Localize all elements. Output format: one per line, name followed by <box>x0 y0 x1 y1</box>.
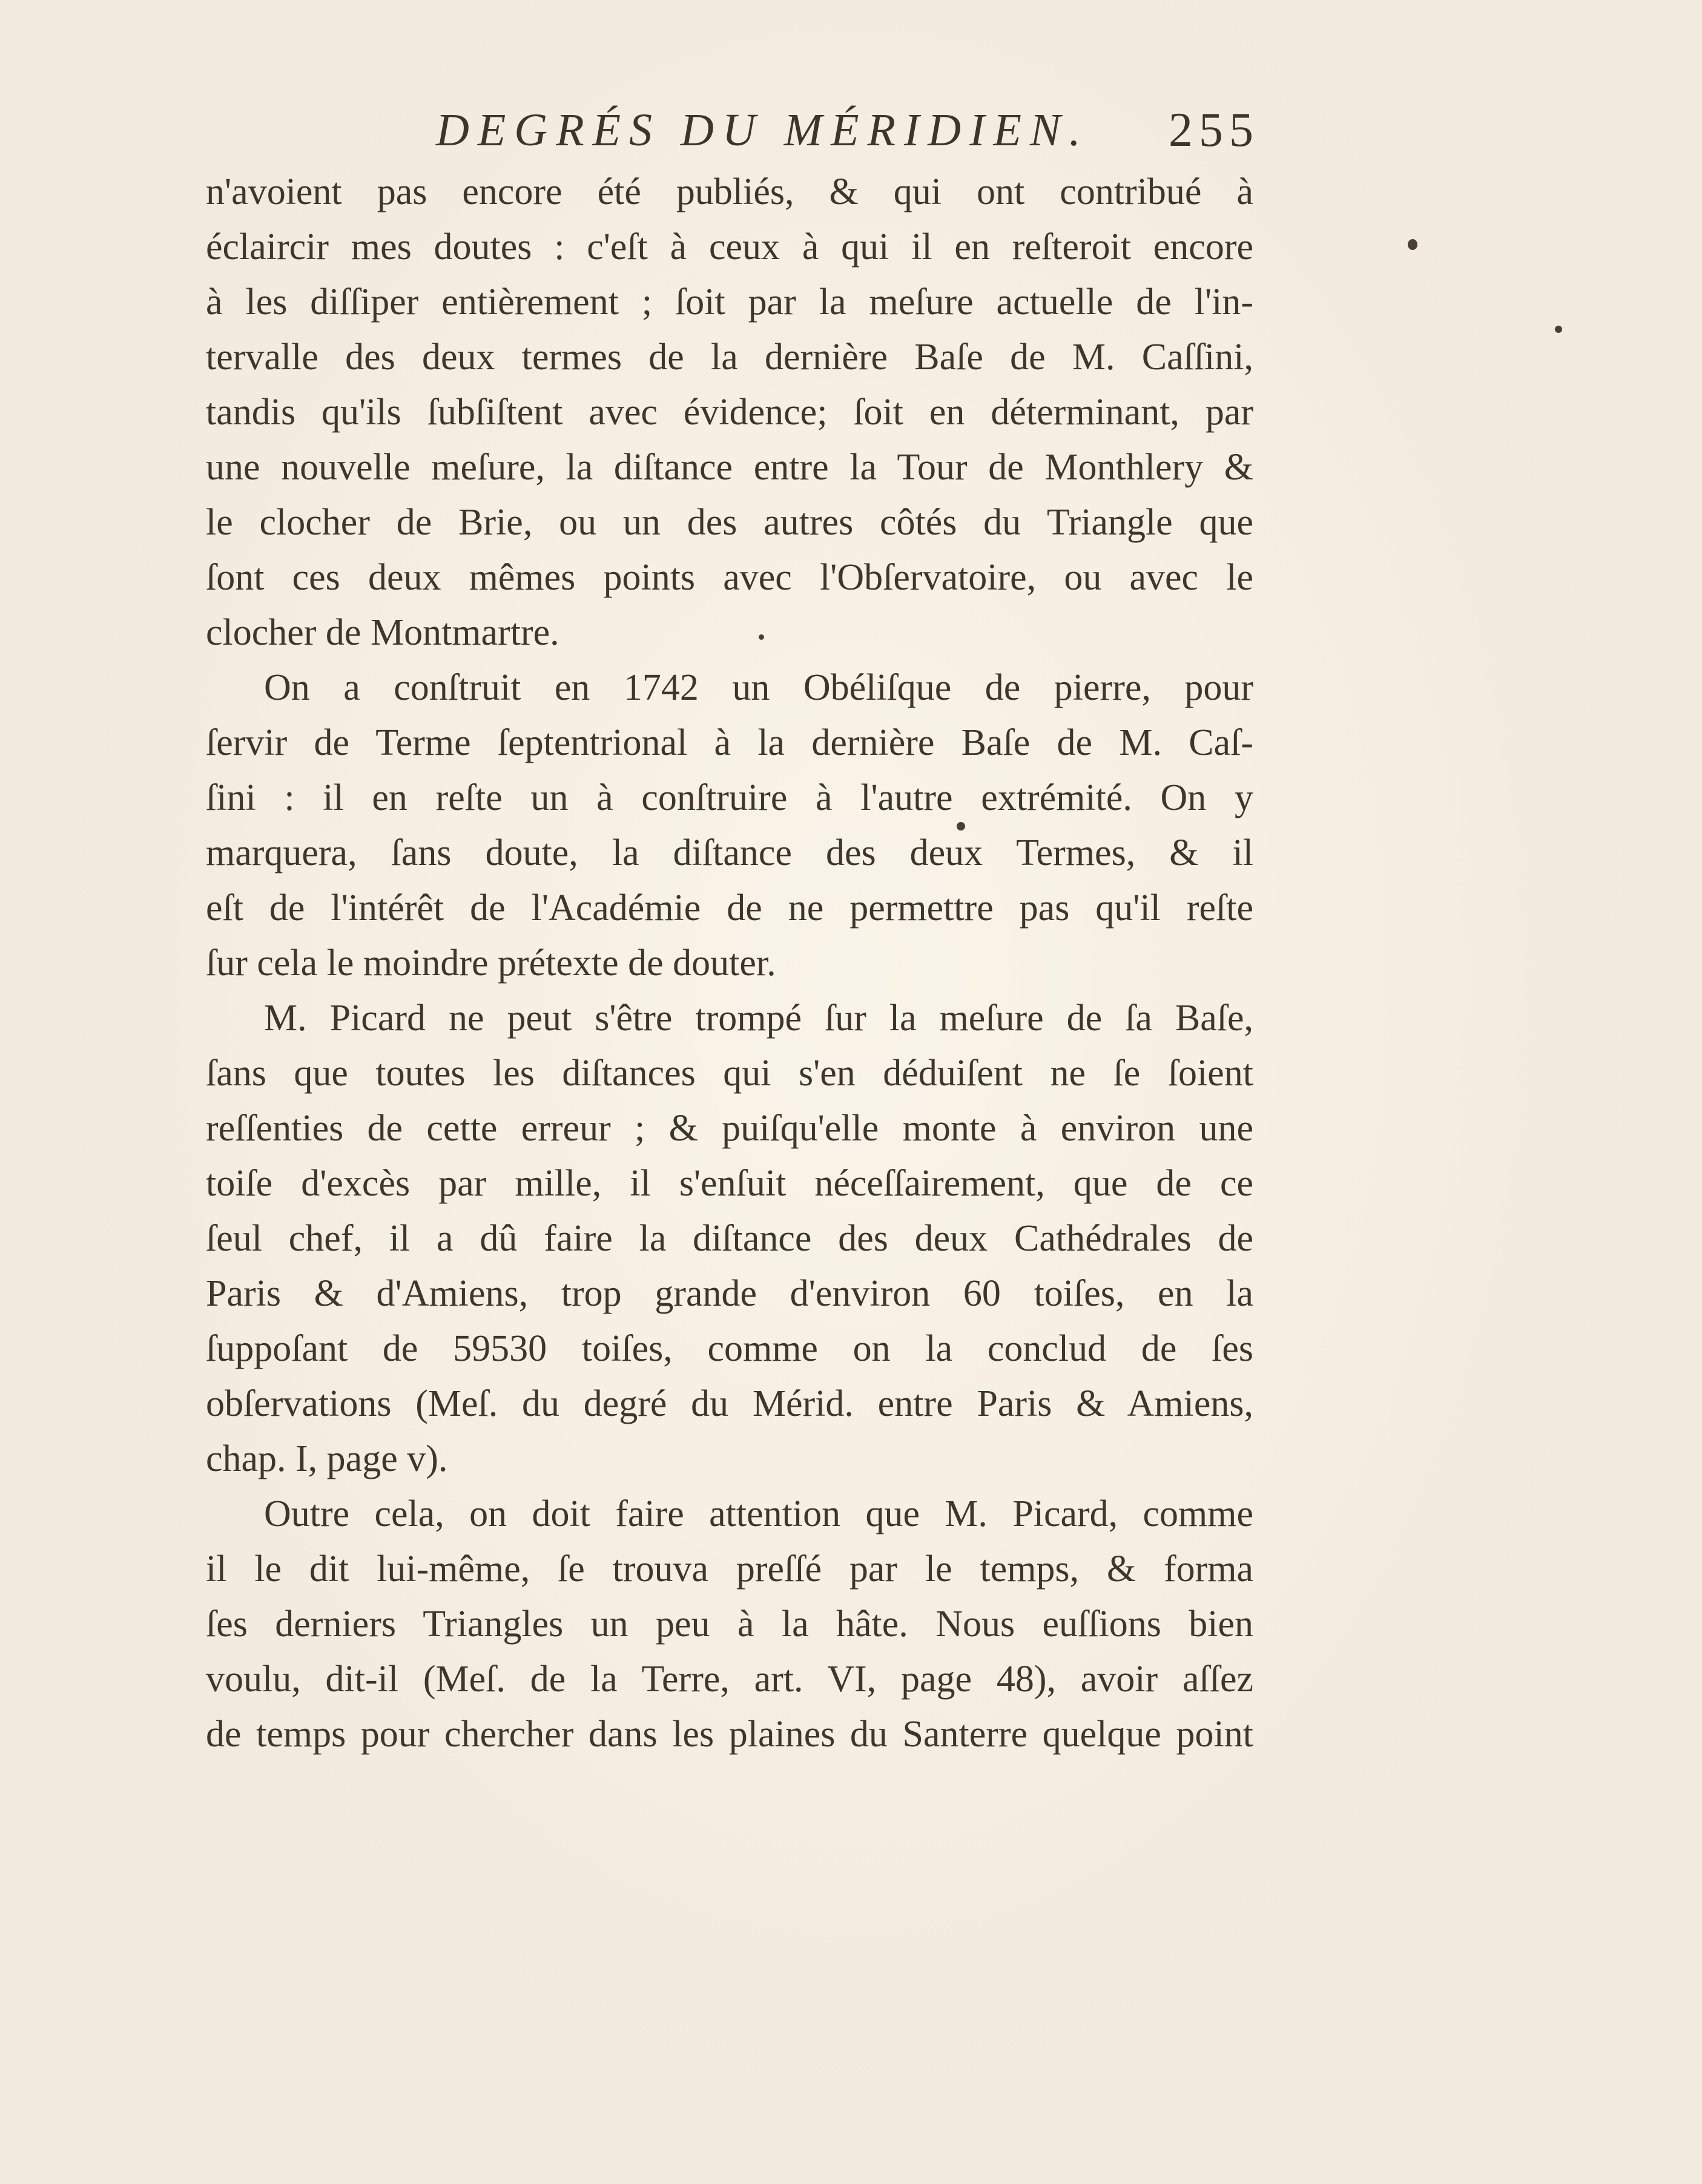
text-line: voulu, dit-il (Meſ. de la Terre, art. VI, page 48), avoir aſſez <box>206 1659 1253 1700</box>
ink-speck <box>1408 239 1417 250</box>
ink-speck <box>759 634 764 640</box>
text-line: tandis qu'ils ſubſiſtent avec évidence; ſoit en déterminant, par <box>206 392 1253 433</box>
text-line: le clocher de Brie, ou un des autres côtés du Triangle que <box>206 502 1253 543</box>
text-line: ſeul chef, il a dû faire la diſtance des deux Cathédrales de <box>206 1218 1253 1259</box>
text-line: eſt de l'intérêt de l'Académie de ne permettre pas qu'il reſte <box>206 887 1253 929</box>
page-number: 255 <box>1169 104 1259 157</box>
ink-speck <box>957 822 965 831</box>
text-line: ſini : il en reſte un à conſtruire à l'autre extrémité. On y <box>206 777 1253 818</box>
text-line: éclaircir mes doutes : c'eſt à ceux à qui il en reſteroit encore <box>206 226 1253 268</box>
text-line: chap. I, page v). <box>206 1438 448 1479</box>
text-line: ſans que toutes les diſtances qui s'en déduiſent ne ſe ſoient <box>206 1053 1253 1094</box>
text-line: marquera, ſans doute, la diſtance des deux Termes, & il <box>206 832 1253 873</box>
text-line: ſes derniers Triangles un peu à la hâte. Nous euſſions bien <box>206 1603 1253 1645</box>
text-line: il le dit lui-même, ſe trouva preſſé par le temps, & forma <box>206 1548 1253 1590</box>
text-line: ſur cela le moindre prétexte de douter. <box>206 942 776 984</box>
text-line: clocher de Montmartre. <box>206 612 559 653</box>
text-line: On a conſtruit en 1742 un Obéliſque de pierre, pour <box>264 667 1253 708</box>
text-line: toiſe d'excès par mille, il s'enſuit néceſſairement, que de ce <box>206 1163 1253 1204</box>
text-line: obſervations (Meſ. du degré du Mérid. entre Paris & Amiens, <box>206 1383 1253 1424</box>
text-line: M. Picard ne peut s'être trompé ſur la meſure de ſa Baſe, <box>264 998 1253 1039</box>
text-line: tervalle des deux termes de la dernière Baſe de M. Caſſini, <box>206 337 1253 378</box>
text-line: Outre cela, on doit faire attention que M. Picard, comme <box>264 1493 1253 1534</box>
text-line: ſuppoſant de 59530 toiſes, comme on la conclud de ſes <box>206 1328 1253 1369</box>
text-line: Paris & d'Amiens, trop grande d'environ 60 toiſes, en la <box>206 1273 1253 1314</box>
running-title: DEGRÉS DU MÉRIDIEN. <box>436 105 1089 156</box>
text-line: une nouvelle meſure, la diſtance entre la Tour de Monthlery & <box>206 447 1253 488</box>
page-header <box>436 100 1259 166</box>
text-line: reſſenties de cette erreur ; & puiſqu'elle monte à environ une <box>206 1108 1253 1149</box>
text-line: à les diſſiper entièrement ; ſoit par la meſure actuelle de l'in- <box>206 281 1253 323</box>
body-text <box>206 165 1253 1762</box>
text-line: de temps pour chercher dans les plaines du Santerre quelque point <box>206 1714 1253 1755</box>
text-line: ſont ces deux mêmes points avec l'Obſervatoire, ou avec le <box>206 557 1253 598</box>
ink-speck <box>1555 326 1562 333</box>
text-line: ſervir de Terme ſeptentrional à la dernière Baſe de M. Caſ- <box>206 722 1253 763</box>
text-line: n'avoient pas encore été publiés, & qui ont contribué à <box>206 171 1253 212</box>
